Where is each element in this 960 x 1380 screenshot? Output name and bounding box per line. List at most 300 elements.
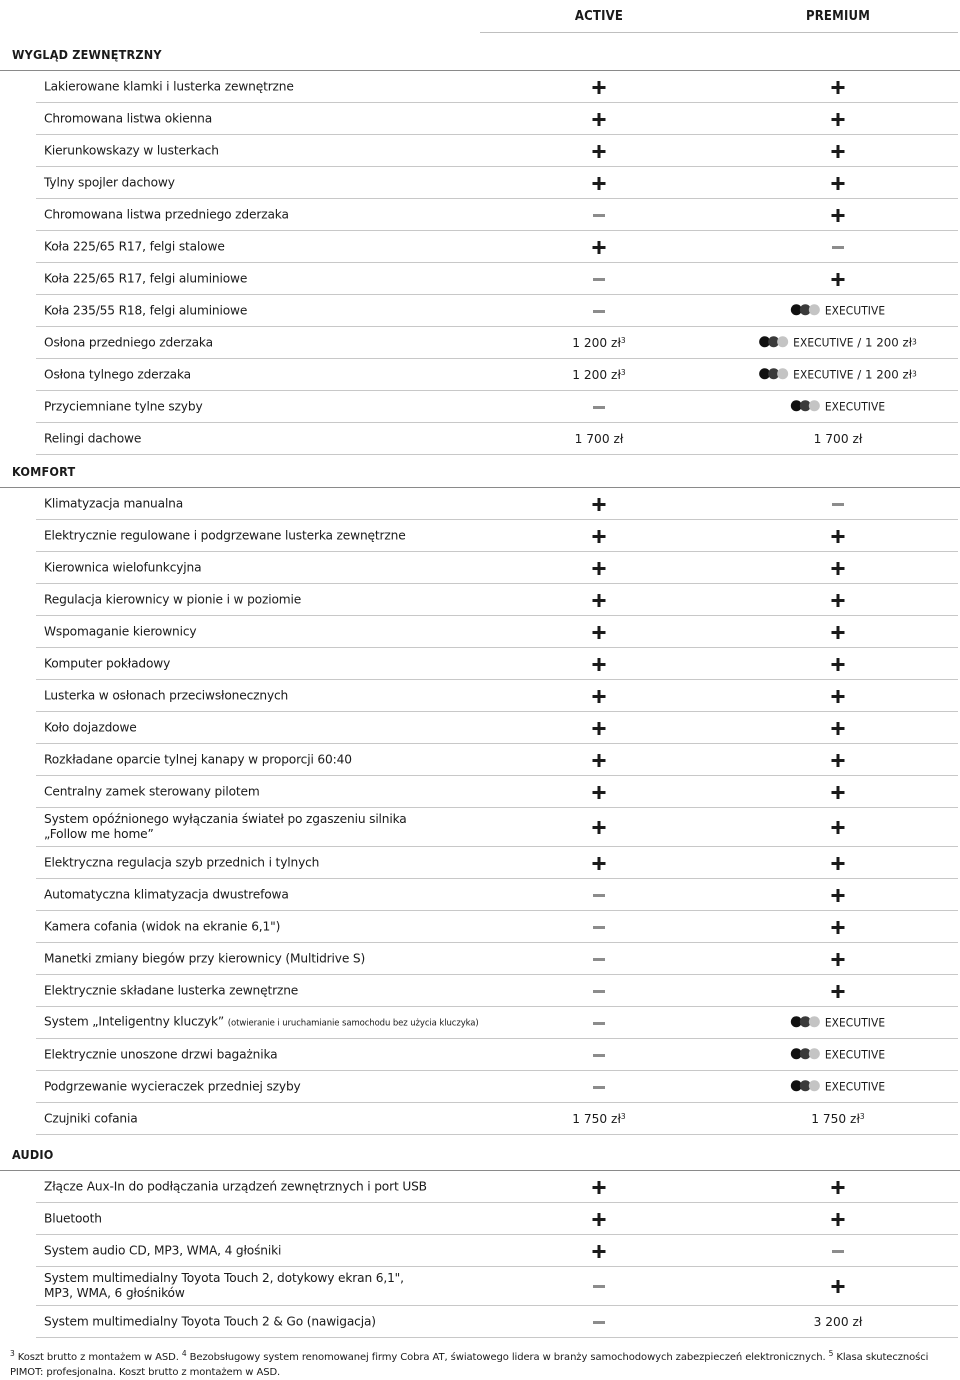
- premium-value: [832, 721, 845, 735]
- feature-row: [36, 199, 958, 231]
- dash-icon: [593, 1285, 605, 1288]
- feature-name: System „Inteligentny kluczyk”: [44, 1014, 225, 1028]
- feature-label: [44, 303, 247, 318]
- feature-label: [44, 983, 298, 998]
- plus-icon: [593, 241, 606, 254]
- active-value: [593, 920, 605, 934]
- feature-row: [36, 808, 958, 847]
- feature-label: [44, 1111, 138, 1126]
- price-text: 1 200 zł: [572, 367, 621, 382]
- feature-label: [44, 812, 407, 842]
- feature-row: [36, 744, 958, 776]
- active-value: [593, 208, 605, 222]
- premium-value: [832, 785, 845, 799]
- plus-icon: [832, 626, 845, 639]
- feature-name: Elektryczna regulacja szyb przednich i tylnych: [44, 855, 320, 869]
- premium-value: [832, 657, 845, 671]
- active-value: [593, 304, 605, 318]
- feature-row: [36, 1203, 958, 1235]
- premium-value: [832, 497, 844, 511]
- premium-value: [832, 240, 844, 254]
- dash-icon: [593, 406, 605, 409]
- premium-value: [832, 176, 845, 190]
- feature-name: Koła 225/65 R17, felgi aluminiowe: [44, 271, 248, 285]
- feature-row: [36, 167, 958, 199]
- feature-name: System audio CD, MP3, WMA, 4 głośniki: [44, 1243, 282, 1257]
- feature-row: [36, 231, 958, 263]
- executive-package: [791, 399, 885, 413]
- feature-label: [44, 752, 352, 767]
- feature-row: [36, 552, 958, 584]
- feature-label: [44, 79, 294, 94]
- plus-icon: [593, 145, 606, 158]
- feature-row: [36, 423, 958, 455]
- plus-icon: [593, 81, 606, 94]
- active-value: [593, 1212, 606, 1226]
- premium-value: [832, 561, 845, 575]
- feature-label: [44, 431, 141, 446]
- feature-name: Kierunkowskazy w lusterkach: [44, 143, 219, 157]
- dash-icon: [593, 926, 605, 929]
- premium-value: [832, 689, 845, 703]
- plus-icon: [593, 562, 606, 575]
- active-value: [593, 888, 605, 902]
- feature-label: [44, 1271, 404, 1301]
- feature-row: [36, 520, 958, 552]
- feature-label: [44, 656, 170, 671]
- plus-icon: [593, 658, 606, 671]
- feature-name: Wspomaganie kierownicy: [44, 624, 197, 638]
- footnote-marker-5: 5: [828, 1349, 834, 1358]
- feature-label: [44, 1243, 281, 1258]
- section: [0, 1138, 960, 1338]
- plus-icon: [593, 113, 606, 126]
- feature-name: Przyciemniane tylne szyby: [44, 399, 203, 413]
- section-header: [0, 455, 960, 488]
- plus-icon: [593, 857, 606, 870]
- price-text: / 1 200 zł: [853, 366, 913, 381]
- dash-icon: [593, 310, 605, 313]
- dot-icon: [809, 1016, 820, 1027]
- dot-icon: [809, 400, 820, 411]
- footnote-marker-3: 3: [10, 1349, 15, 1358]
- feature-row: [36, 1235, 958, 1267]
- active-value: [593, 1080, 605, 1094]
- plus-icon: [593, 690, 606, 703]
- active-value: [593, 785, 606, 799]
- premium-value: [791, 399, 885, 415]
- feature-name: Elektrycznie składane lusterka zewnętrzne: [44, 983, 299, 997]
- feature-name: Tylny spojler dachowy: [44, 175, 175, 189]
- footnote-text-4: Bezobsługowy system renomowanej firmy Cobra AT, światowego lidera w branży samochodowych zabezpieczeń elektronicznych.: [186, 1352, 829, 1363]
- plus-icon: [832, 953, 845, 966]
- dot-icon: [809, 1080, 820, 1091]
- active-value: [572, 1112, 625, 1126]
- column-header: [480, 0, 958, 33]
- feature-label: [44, 528, 406, 543]
- feature-row: [36, 911, 958, 943]
- feature-label: [44, 951, 365, 966]
- feature-label: [44, 1179, 427, 1194]
- executive-package: [791, 1079, 885, 1093]
- executive-package: [791, 303, 885, 317]
- feature-name: Koła 225/65 R17, felgi stalowe: [44, 239, 225, 253]
- feature-row: [36, 847, 958, 879]
- price-text: 1 750 zł: [811, 1111, 860, 1126]
- column-active-title: ACTIVE: [574, 9, 624, 24]
- active-value: [593, 952, 605, 966]
- feature-name: Lakierowane klamki i lusterka zewnętrzne: [44, 79, 294, 93]
- plus-icon: [593, 594, 606, 607]
- section-title: WYGLĄD ZEWNĘTRZNY: [12, 47, 162, 62]
- premium-value: [832, 952, 845, 966]
- active-value: [593, 984, 605, 998]
- active-value: [593, 240, 606, 254]
- premium-value: [791, 1015, 885, 1031]
- premium-value: [832, 1244, 844, 1258]
- price-text: 1 750 zł: [572, 1111, 621, 1126]
- dot-icon: [809, 1048, 820, 1059]
- feature-name: Centralny zamek sterowany pilotem: [44, 784, 260, 798]
- feature-name: Czujniki cofania: [44, 1111, 138, 1125]
- feature-name: Regulacja kierownicy w pionie i w poziomie: [44, 592, 302, 606]
- plus-icon: [593, 530, 606, 543]
- feature-name: Osłona tylnego zderzaka: [44, 367, 191, 381]
- feature-row: [36, 1071, 958, 1103]
- feature-label: [44, 271, 247, 286]
- feature-name: Chromowana listwa okienna: [44, 111, 213, 125]
- feature-label: [44, 143, 219, 158]
- section-header: [0, 38, 960, 71]
- feature-name: Kierownica wielofunkcyjna: [44, 560, 202, 574]
- feature-label: [44, 496, 183, 511]
- column-premium-title: PREMIUM: [805, 9, 871, 24]
- feature-row: [36, 71, 958, 103]
- active-value: [593, 856, 606, 870]
- plus-icon: [832, 985, 845, 998]
- footnote-text-5: Klasa skuteczności PIMOT: profesjonalna. Koszt brutto z montażem w ASD.: [10, 1352, 929, 1378]
- feature-row: [36, 975, 958, 1007]
- premium-value: [832, 80, 845, 94]
- plus-icon: [832, 658, 845, 671]
- premium-value: [832, 208, 845, 222]
- active-value: [593, 1048, 605, 1062]
- premium-value: [832, 1279, 845, 1293]
- feature-name: Kamera cofania (widok na ekranie 6,1"): [44, 919, 281, 933]
- plus-icon: [832, 562, 845, 575]
- dash-icon: [593, 278, 605, 281]
- feature-row: [36, 943, 958, 975]
- premium-value: [832, 144, 845, 158]
- dash-icon: [832, 503, 844, 506]
- plus-icon: [832, 1280, 845, 1293]
- premium-value: [832, 856, 845, 870]
- feature-name: System multimedialny Toyota Touch 2 & Go (nawigacja): [44, 1314, 376, 1328]
- plus-icon: [593, 754, 606, 767]
- section: [0, 38, 960, 455]
- feature-name: Podgrzewanie wycieraczek przedniej szyby: [44, 1079, 301, 1093]
- premium-value: [811, 1112, 864, 1126]
- executive-label: EXECUTIVE: [793, 366, 854, 381]
- package-dots-icon: [791, 304, 820, 315]
- feature-label: [44, 720, 137, 735]
- section-title: KOMFORT: [12, 464, 76, 479]
- active-value: [593, 112, 606, 126]
- plus-icon: [832, 722, 845, 735]
- feature-row: [36, 584, 958, 616]
- plus-icon: [832, 81, 845, 94]
- premium-value: [832, 112, 845, 126]
- active-value: [593, 1180, 606, 1194]
- section-title: AUDIO: [12, 1147, 54, 1162]
- package-dots-icon: [759, 368, 788, 379]
- feature-label: [44, 560, 201, 575]
- plus-icon: [832, 530, 845, 543]
- feature-label: [44, 887, 289, 902]
- plus-icon: [832, 786, 845, 799]
- price-text: 1 700 zł: [813, 431, 863, 446]
- premium-value: [814, 1315, 863, 1329]
- premium-value: [814, 432, 863, 446]
- price-text: / 1 200 zł: [853, 334, 913, 349]
- feature-row: [36, 680, 958, 712]
- plus-icon: [832, 857, 845, 870]
- feature-row: [36, 1039, 958, 1071]
- executive-label: EXECUTIVE: [824, 1014, 886, 1029]
- feature-name: Bluetooth: [44, 1211, 102, 1225]
- plus-icon: [832, 821, 845, 834]
- package-dots-icon: [791, 400, 820, 411]
- premium-value: [832, 888, 845, 902]
- feature-name: Chromowana listwa przedniego zderzaka: [44, 207, 289, 221]
- premium-value: [832, 1180, 845, 1194]
- plus-icon: [832, 594, 845, 607]
- premium-value: [759, 367, 917, 383]
- active-value: [593, 272, 605, 286]
- active-value: [593, 1244, 606, 1258]
- plus-icon: [593, 821, 606, 834]
- dash-icon: [593, 1086, 605, 1089]
- feature-label: [44, 1211, 102, 1226]
- dash-icon: [593, 214, 605, 217]
- premium-value: [832, 753, 845, 767]
- feature-label: [44, 111, 212, 126]
- plus-icon: [593, 1213, 606, 1226]
- feature-row: [36, 135, 958, 167]
- dot-icon: [777, 368, 788, 379]
- dash-icon: [593, 958, 605, 961]
- footnote-ref: 3: [620, 367, 626, 377]
- active-value: [593, 689, 606, 703]
- premium-value: [791, 1047, 885, 1063]
- feature-row: [36, 295, 958, 327]
- dash-icon: [593, 1321, 605, 1324]
- premium-value: [832, 820, 845, 834]
- executive-label: EXECUTIVE: [824, 1046, 886, 1061]
- plus-icon: [593, 498, 606, 511]
- footnote-ref: 3: [912, 337, 917, 347]
- premium-value: [832, 593, 845, 607]
- plus-icon: [593, 786, 606, 799]
- section-header: [0, 1138, 960, 1171]
- premium-value: [759, 335, 917, 351]
- feature-row: [36, 616, 958, 648]
- footnote: [10, 1346, 940, 1380]
- active-value: [593, 529, 606, 543]
- feature-name: System opóźnionego wyłączania świateł po zgaszeniu silnika: [44, 812, 407, 826]
- dash-icon: [593, 894, 605, 897]
- active-value: [593, 1279, 605, 1293]
- section: [0, 455, 960, 1135]
- active-value: [593, 176, 606, 190]
- active-value: [593, 753, 606, 767]
- package-dots-icon: [791, 1048, 820, 1059]
- plus-icon: [832, 113, 845, 126]
- dash-icon: [593, 1054, 605, 1057]
- premium-value: [832, 529, 845, 543]
- feature-label: [44, 1314, 376, 1329]
- plus-icon: [593, 1245, 606, 1258]
- feature-name-line2: „Follow me home”: [44, 827, 154, 841]
- feature-label: [44, 1079, 301, 1094]
- plus-icon: [832, 1181, 845, 1194]
- feature-name: Rozkładane oparcie tylnej kanapy w proporcji 60:40: [44, 752, 352, 766]
- feature-name: System multimedialny Toyota Touch 2, dotykowy ekran 6,1",: [44, 1271, 404, 1285]
- executive-label: EXECUTIVE: [793, 334, 854, 349]
- feature-label: [44, 784, 260, 799]
- feature-name: Złącze Aux-In do podłączania urządzeń zewnętrznych i port USB: [44, 1179, 427, 1193]
- active-value: [593, 561, 606, 575]
- feature-note: (otwieranie i uruchamianie samochodu bez użycia kluczyka): [227, 1018, 479, 1028]
- active-value: [593, 497, 606, 511]
- active-value: [593, 400, 605, 414]
- active-value: [593, 1016, 605, 1030]
- feature-name: Lusterka w osłonach przeciwsłonecznych: [44, 688, 289, 702]
- package-dots-icon: [791, 1080, 820, 1091]
- plus-icon: [593, 177, 606, 190]
- feature-name: Koła 235/55 R18, felgi aluminiowe: [44, 303, 248, 317]
- feature-row: [36, 391, 958, 423]
- feature-label: [44, 399, 203, 414]
- premium-value: [832, 1212, 845, 1226]
- premium-value: [791, 1079, 885, 1095]
- feature-row: [36, 263, 958, 295]
- price-text: 3 200 zł: [813, 1314, 863, 1329]
- dot-icon: [777, 336, 788, 347]
- feature-name: Elektrycznie unoszone drzwi bagażnika: [44, 1047, 278, 1061]
- feature-row: [36, 1171, 958, 1203]
- active-value: [593, 80, 606, 94]
- plus-icon: [832, 921, 845, 934]
- executive-package: [759, 367, 917, 381]
- plus-icon: [593, 722, 606, 735]
- footnote-ref: 3: [912, 369, 917, 379]
- active-value: [593, 721, 606, 735]
- premium-value: [832, 272, 845, 286]
- dash-icon: [593, 990, 605, 993]
- executive-label: EXECUTIVE: [824, 398, 886, 413]
- feature-row: [36, 648, 958, 680]
- plus-icon: [832, 273, 845, 286]
- plus-icon: [832, 1213, 845, 1226]
- premium-value: [832, 984, 845, 998]
- plus-icon: [593, 1181, 606, 1194]
- feature-name-line2: MP3, WMA, 6 głośników: [44, 1286, 185, 1300]
- feature-label: [44, 919, 280, 934]
- feature-label: [44, 1047, 277, 1062]
- feature-row: [36, 1306, 958, 1338]
- dash-icon: [593, 1022, 605, 1025]
- package-dots-icon: [759, 336, 788, 347]
- footnote-ref: 3: [859, 1111, 865, 1121]
- active-value: [593, 820, 606, 834]
- feature-label: [44, 239, 225, 254]
- executive-package: [759, 335, 917, 349]
- plus-icon: [832, 889, 845, 902]
- feature-name: Automatyczna klimatyzacja dwustrefowa: [44, 887, 289, 901]
- feature-name: Relingi dachowe: [44, 431, 142, 445]
- package-dots-icon: [791, 1016, 820, 1027]
- active-value: [593, 625, 606, 639]
- active-value: [593, 1315, 605, 1329]
- plus-icon: [832, 690, 845, 703]
- premium-value: [791, 303, 885, 319]
- premium-value: [832, 920, 845, 934]
- feature-label: [44, 367, 191, 382]
- feature-row: [36, 103, 958, 135]
- feature-row: [36, 712, 958, 744]
- feature-row: [36, 488, 958, 520]
- feature-row: [36, 359, 958, 391]
- price-text: 1 700 zł: [574, 431, 624, 446]
- price-text: 1 200 zł: [572, 335, 621, 350]
- footnote-ref: 3: [620, 335, 626, 345]
- plus-icon: [832, 209, 845, 222]
- dot-icon: [809, 304, 820, 315]
- executive-label: EXECUTIVE: [824, 1078, 886, 1093]
- active-value: [572, 368, 625, 382]
- active-value: [593, 144, 606, 158]
- feature-label: [44, 207, 289, 222]
- feature-name: Manetki zmiany biegów przy kierownicy (Multidrive S): [44, 951, 366, 965]
- executive-package: [791, 1015, 885, 1029]
- feature-row: [36, 1007, 958, 1039]
- feature-label: [44, 592, 301, 607]
- feature-name: Elektrycznie regulowane i podgrzewane lusterka zewnętrzne: [44, 528, 406, 542]
- plus-icon: [832, 177, 845, 190]
- premium-value: [832, 625, 845, 639]
- executive-package: [791, 1047, 885, 1061]
- feature-name: Koło dojazdowe: [44, 720, 137, 734]
- feature-label: [44, 335, 213, 350]
- feature-row: [36, 1103, 958, 1135]
- plus-icon: [832, 754, 845, 767]
- feature-row: [36, 327, 958, 359]
- footnote-ref: 3: [620, 1111, 626, 1121]
- plus-icon: [593, 626, 606, 639]
- feature-label: [44, 855, 319, 870]
- dash-icon: [832, 1250, 844, 1253]
- feature-label: [44, 1014, 479, 1031]
- active-value: [593, 657, 606, 671]
- feature-name: Klimatyzacja manualna: [44, 496, 184, 510]
- active-value: [575, 432, 624, 446]
- feature-label: [44, 624, 196, 639]
- active-value: [572, 336, 625, 350]
- dash-icon: [832, 246, 844, 249]
- feature-name: Osłona przedniego zderzaka: [44, 335, 213, 349]
- feature-name: Komputer pokładowy: [44, 656, 171, 670]
